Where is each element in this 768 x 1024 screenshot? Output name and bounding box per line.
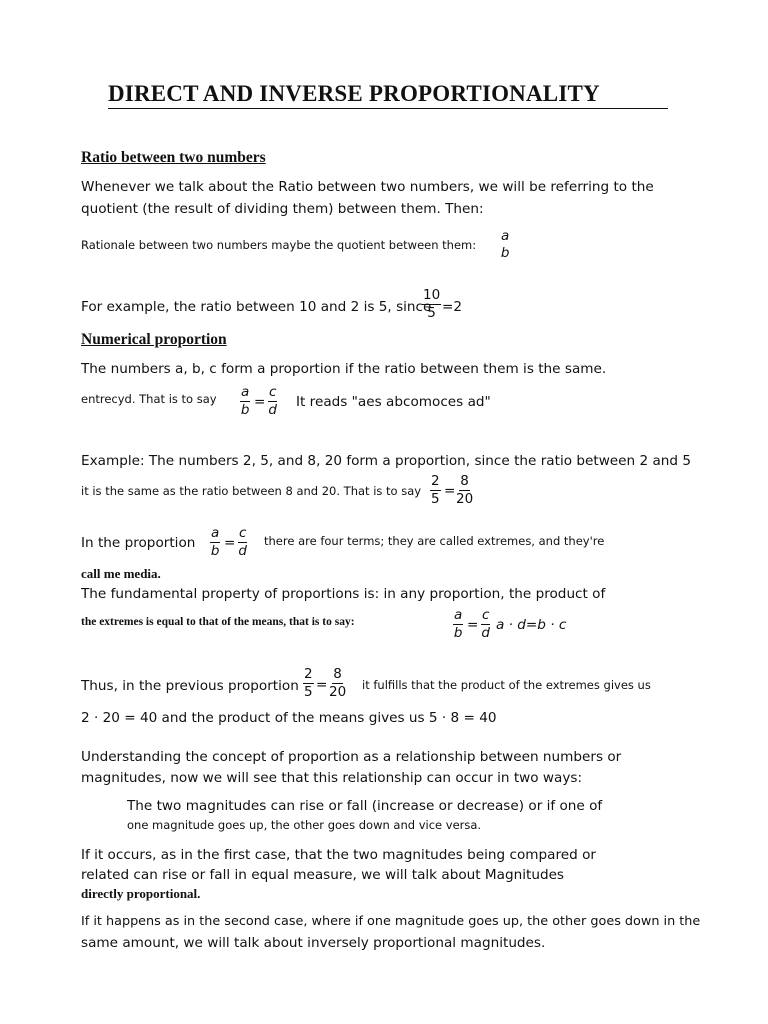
fraction-numerator: 10 <box>423 287 441 303</box>
example-fraction <box>422 288 441 321</box>
fraction-numerator: 8 <box>460 473 469 489</box>
understanding-line2: magnitudes, now we will see that this relationship can occur in two ways: <box>81 770 583 786</box>
equals-sign: = <box>254 394 266 410</box>
call-media-text: call me media. <box>81 566 161 581</box>
property-fraction-left <box>453 608 463 641</box>
products-line: 2 · 20 = 40 and the product of the means gives us 5 · 8 = 40 <box>81 710 497 726</box>
fraction-numerator: 8 <box>333 666 342 682</box>
ratio-example-text: For example, the ratio between 10 and 2 is 5, since <box>81 299 432 315</box>
heading-numerical-proportion: Numerical proportion <box>81 331 227 348</box>
fraction-denominator: b <box>500 245 510 261</box>
fraction-numerator: c <box>269 384 277 400</box>
fraction-numerator: 2 <box>431 473 440 489</box>
heading-ratio: Ratio between two numbers <box>81 149 266 166</box>
equals-sign: = <box>316 677 328 693</box>
fraction-numerator: c <box>239 525 247 541</box>
equals-sign: = <box>467 617 479 633</box>
rationale-text: Rationale between two numbers maybe the quotient between them: <box>81 238 477 252</box>
product-equation: a · d=b · c <box>496 617 567 633</box>
fraction-denominator: 20 <box>329 684 347 700</box>
thus-fraction-right <box>329 667 346 700</box>
fulfills-text: it fulfills that the product of the extremes gives us <box>362 678 651 692</box>
fraction-numerator: c <box>482 607 490 623</box>
fraction-denominator: b <box>240 402 250 418</box>
fraction-denominator: b <box>453 625 463 641</box>
that-is-to-say: entrecyd. That is to say <box>81 392 217 406</box>
second-case-line1: If it happens as in the second case, where if one magnitude goes up, the other goes down in the <box>81 914 701 929</box>
four-terms-text: there are four terms; they are called extremes, and they're <box>264 534 605 548</box>
indent-line1: The two magnitudes can rise or fall (increase or decrease) or if one of <box>127 798 603 814</box>
fundamental-property: The fundamental property of proportions is: in any proportion, the product of <box>81 586 606 602</box>
terms-fraction-right <box>238 526 247 559</box>
second-case-line2: same amount, we will talk about inversely proportional magnitudes. <box>81 935 546 951</box>
example-fraction-left <box>430 474 441 507</box>
fraction-denominator: b <box>210 543 220 559</box>
equals-sign: = <box>224 535 236 551</box>
fraction-denominator: 5 <box>427 305 436 321</box>
fraction-denominator: d <box>238 543 247 559</box>
proportion-fraction-right <box>268 385 277 418</box>
first-case-line2: related can rise or fall in equal measure, we will talk about Magnitudes <box>81 867 565 883</box>
equals-sign: = <box>444 483 456 499</box>
understanding-line1: Understanding the concept of proportion as a relationship between numbers or <box>81 749 622 765</box>
indent-line2: one magnitude goes up, the other goes down and vice versa. <box>127 818 482 832</box>
in-the-proportion: In the proportion <box>81 535 196 551</box>
fraction-denominator: d <box>481 625 490 641</box>
proportion-fraction-left <box>240 385 250 418</box>
page-title: DIRECT AND INVERSE PROPORTIONALITY <box>108 80 668 109</box>
terms-fraction-left <box>210 526 220 559</box>
example-fraction-right <box>456 474 473 507</box>
fraction-numerator: a <box>501 228 510 244</box>
proportion-definition: The numbers a, b, c form a proportion if the ratio between them is the same. <box>81 361 607 377</box>
fraction-denominator: 5 <box>304 684 313 700</box>
directly-proportional: directly proportional. <box>81 886 201 901</box>
fraction-numerator: a <box>211 525 220 541</box>
fraction-numerator: a <box>241 384 250 400</box>
fraction-denominator: 20 <box>456 491 474 507</box>
thus-previous-proportion: Thus, in the previous proportion <box>81 678 299 694</box>
property-fraction-right <box>481 608 490 641</box>
rationale-fraction <box>500 229 510 261</box>
fraction-numerator: a <box>454 607 463 623</box>
example-line1: Example: The numbers 2, 5, and 8, 20 form a proportion, since the ratio between 2 and 5 <box>81 453 691 469</box>
thus-fraction-left <box>303 667 314 700</box>
example-line2: it is the same as the ratio between 8 and 20. That is to say <box>81 484 422 498</box>
ratio-para-line2: quotient (the result of dividing them) between them. Then: <box>81 201 484 217</box>
first-case-line1: If it occurs, as in the first case, that the two magnitudes being compared or <box>81 847 597 863</box>
extremes-equal-text: the extremes is equal to that of the means, that is to say: <box>81 616 355 628</box>
ratio-para-line1: Whenever we talk about the Ratio between two numbers, we will be referring to the <box>81 179 654 195</box>
example-result: =2 <box>442 299 463 315</box>
fraction-denominator: d <box>268 402 277 418</box>
fraction-numerator: 2 <box>304 666 313 682</box>
reads-text: It reads "aes abcomoces ad" <box>296 394 491 410</box>
fraction-denominator: 5 <box>431 491 440 507</box>
